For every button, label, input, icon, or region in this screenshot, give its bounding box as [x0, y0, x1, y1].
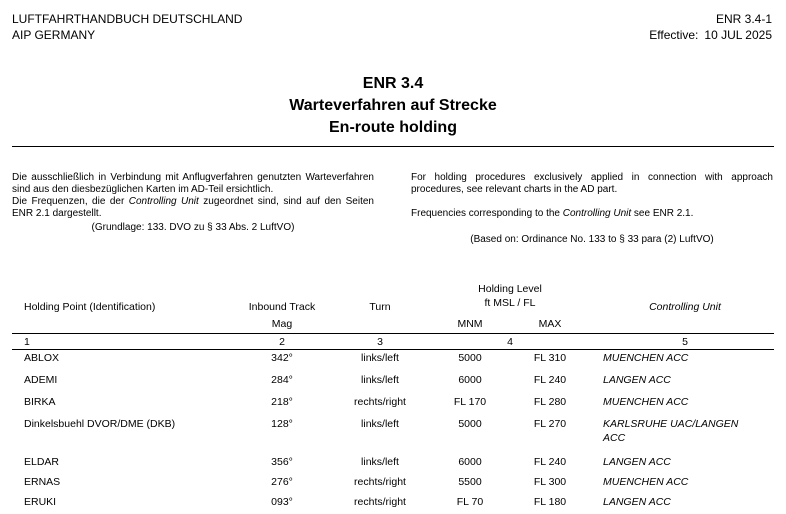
page-header-left: [12, 11, 242, 43]
inbound-track: 356°: [271, 456, 293, 468]
turn: links/left: [361, 456, 399, 468]
level-max: FL 240: [533, 456, 567, 468]
level-max: FL 240: [533, 374, 567, 386]
level-max: FL 180: [533, 496, 567, 508]
level-mnm: 5500: [458, 476, 482, 488]
publication-name: LUFTFAHRTHANDBUCH DEUTSCHLAND: [12, 12, 243, 26]
controlling-unit: MUENCHEN ACC: [603, 476, 689, 488]
table-row: [0, 455, 786, 475]
col-number-rule: [12, 349, 774, 350]
level-max: FL 310: [533, 352, 567, 364]
page-reference: ENR 3.4-1: [715, 12, 772, 26]
effective-label: Effective:: [649, 28, 699, 42]
holding-point: ABLOX: [24, 352, 60, 364]
inbound-track: 218°: [271, 396, 293, 408]
section-title-de: Warteverfahren auf Strecke: [289, 97, 497, 114]
header-holding-point: Holding Point (Identification): [24, 301, 156, 313]
header-max: MAX: [538, 318, 562, 330]
turn: rechts/right: [354, 396, 406, 408]
inbound-track: 276°: [271, 476, 293, 488]
turn: rechts/right: [354, 476, 406, 488]
controlling-unit: LANGEN ACC: [603, 496, 671, 508]
level-mnm: 6000: [458, 456, 482, 468]
holding-point: ERNAS: [24, 476, 61, 488]
level-mnm: FL 70: [456, 496, 484, 508]
table-row: [0, 373, 786, 393]
level-max: FL 300: [533, 476, 567, 488]
col-number-5: 5: [682, 336, 688, 348]
holding-point: ELDAR: [24, 456, 60, 468]
intro-de-source: (Grundlage: 133. DVO zu § 33 Abs. 2 LuftVO): [91, 222, 295, 233]
controlling-unit: KARLSRUHE UAC/LANGEN: [603, 418, 739, 430]
turn: links/left: [361, 352, 399, 364]
section-title-en: En-route holding: [329, 119, 457, 136]
table-row: [0, 475, 786, 495]
section-title: [0, 73, 786, 139]
header-mag: Mag: [271, 318, 293, 330]
inbound-track: 342°: [271, 352, 293, 364]
header-rule: [12, 333, 774, 334]
intro-german: [12, 172, 374, 234]
intro-en-paragraph-2: Frequencies corresponding to the Controlling Unit see ENR 2.1.: [411, 208, 694, 219]
inbound-track: 093°: [271, 496, 293, 508]
table-row: [0, 495, 786, 513]
aip-name: AIP GERMANY: [12, 28, 96, 42]
holding-point: Dinkelsbuehl DVOR/DME (DKB): [24, 418, 176, 430]
turn: rechts/right: [354, 496, 406, 508]
effective-line: [649, 27, 772, 43]
controlling-unit-continued: ACC: [603, 432, 626, 444]
inbound-track: 284°: [271, 374, 293, 386]
controlling-unit: MUENCHEN ACC: [603, 396, 689, 408]
holding-point: BIRKA: [24, 396, 56, 408]
level-max: FL 270: [533, 418, 567, 430]
level-mnm: 6000: [458, 374, 482, 386]
header-level-unit: ft MSL / FL: [484, 297, 536, 309]
intro-en-source: (Based on: Ordinance No. 133 to § 33 para (2) LuftVO): [470, 234, 714, 245]
header-inbound-track: Inbound Track: [248, 301, 316, 313]
controlling-unit: LANGEN ACC: [603, 374, 671, 386]
level-mnm: 5000: [458, 418, 482, 430]
col-number-3: 3: [377, 336, 383, 348]
intro-de-paragraph-1: Die ausschließlich in Verbindung mit Anflugverfahren genutzten Warteverfahren sind aus den diesbezüglichen Karten im AD-Teil ersichtlich.: [12, 172, 374, 195]
col-number-1: 1: [24, 336, 30, 348]
level-mnm: 5000: [458, 352, 482, 364]
intro-english: [411, 172, 773, 246]
turn: links/left: [361, 374, 399, 386]
table-row: [0, 351, 786, 371]
col-number-2: 2: [279, 336, 285, 348]
section-code: ENR 3.4: [362, 75, 424, 92]
level-max: FL 280: [533, 396, 567, 408]
title-rule: [12, 146, 774, 147]
inbound-track: 128°: [271, 418, 293, 430]
controlling-unit: MUENCHEN ACC: [603, 352, 689, 364]
turn: links/left: [361, 418, 399, 430]
header-turn: Turn: [369, 301, 391, 313]
table-row: [0, 417, 786, 451]
header-controlling-unit: Controlling Unit: [649, 301, 721, 313]
effective-date: 10 JUL 2025: [704, 28, 772, 42]
intro-en-paragraph-1: For holding procedures exclusively applied in connection with approach procedures, see relevant charts in the AD part.: [411, 172, 773, 195]
header-mnm: MNM: [457, 318, 483, 330]
page-header-right: [649, 11, 772, 43]
level-mnm: FL 170: [453, 396, 487, 408]
holding-point: ADEMI: [24, 374, 58, 386]
controlling-unit: LANGEN ACC: [603, 456, 671, 468]
table-row: [0, 395, 786, 415]
col-number-4: 4: [507, 336, 513, 348]
intro-de-paragraph-2: Die Frequenzen, die der Controlling Unit zugeordnet sind, sind auf den Seiten ENR 2.1 dargestellt.: [12, 196, 374, 219]
holding-point: ERUKI: [24, 496, 57, 508]
header-holding-level: Holding Level: [478, 283, 542, 295]
